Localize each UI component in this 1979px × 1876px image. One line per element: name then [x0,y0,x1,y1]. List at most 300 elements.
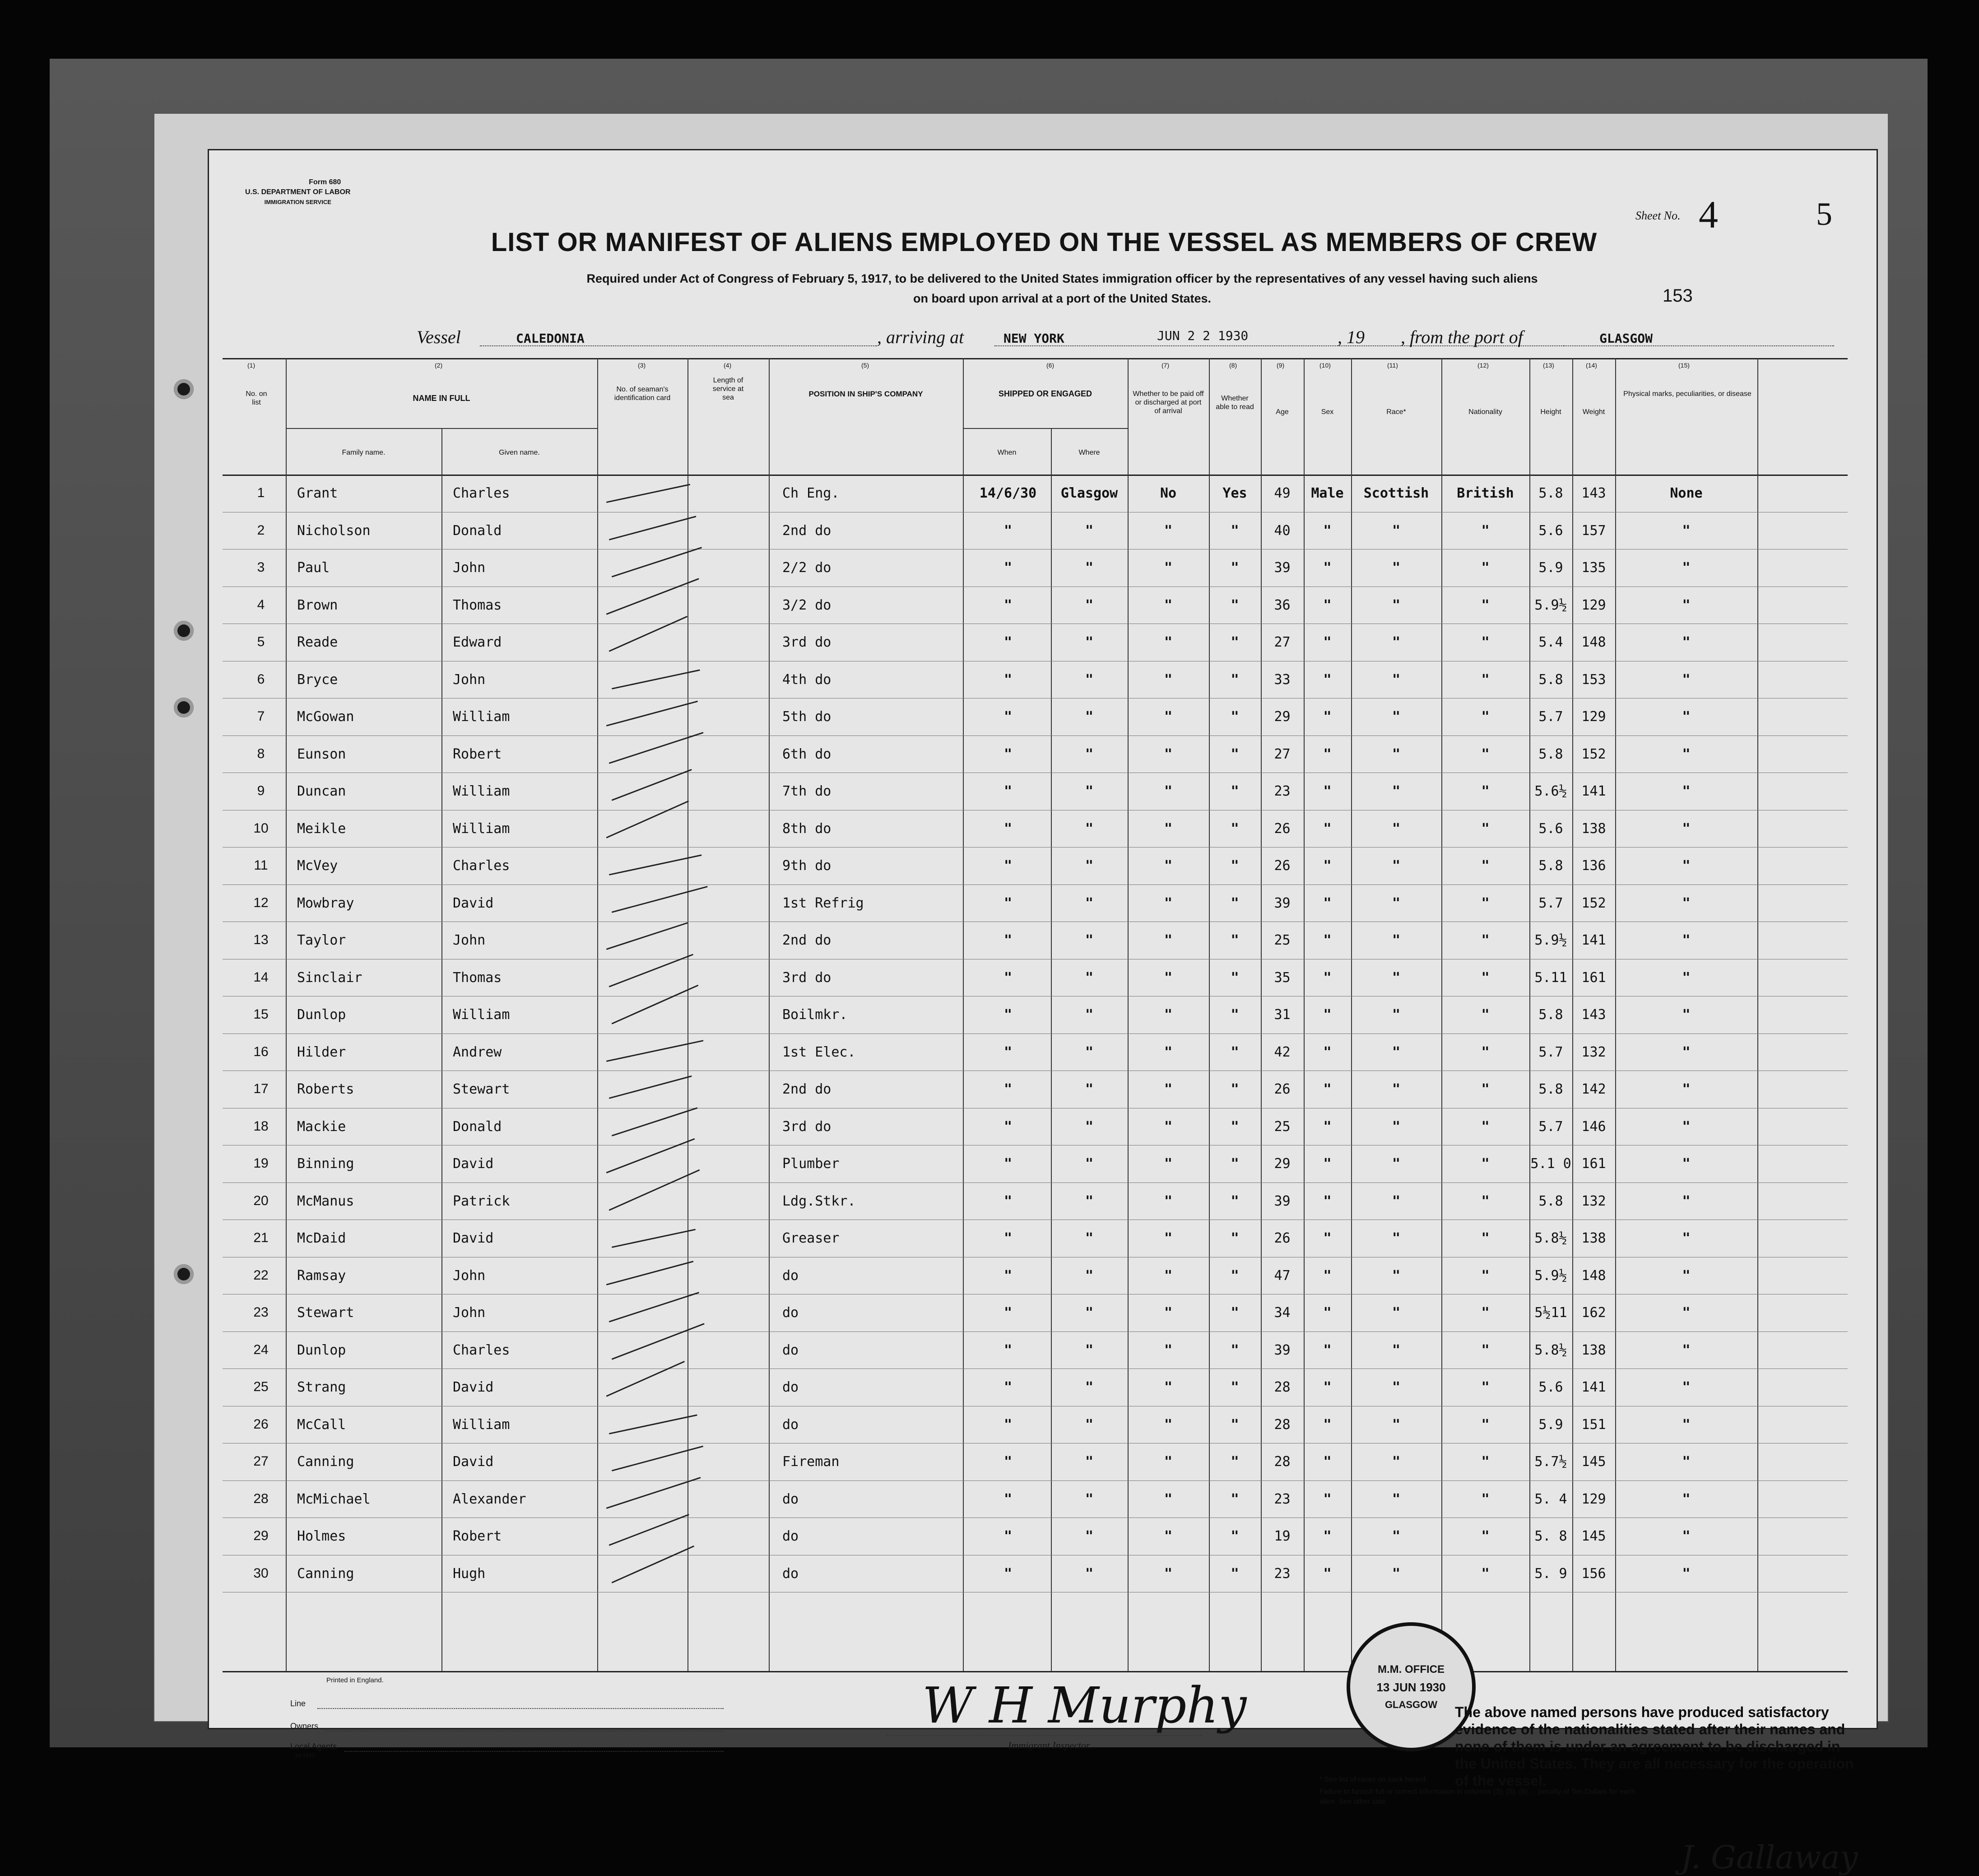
col-divider [1128,358,1129,1672]
weight: 141 [1581,932,1606,948]
family-name: Ramsay [297,1267,346,1284]
sex: " [1323,671,1332,688]
paid-off: " [1164,1491,1173,1507]
row-no: 28 [253,1491,269,1506]
binder-hole [174,621,194,641]
age: 29 [1274,709,1291,725]
height: 5.7 [1538,709,1563,725]
paid-off: " [1164,1230,1173,1246]
shipped-when: " [1003,1416,1013,1433]
row-no: 3 [257,560,265,575]
shipped-where: " [1085,820,1094,837]
physical-marks: " [1682,1156,1691,1172]
given-name: John [453,1305,486,1321]
col-divider [1757,358,1758,1672]
pen-check-mark [609,516,697,540]
sex: " [1323,1193,1332,1209]
header-seaman-card: No. of seaman's identification card [614,386,671,402]
age: 26 [1274,858,1291,874]
race: " [1392,671,1401,688]
shipped-when: " [1003,1007,1013,1023]
position: 2nd do [782,522,832,539]
age: 23 [1274,783,1291,799]
row-no: 4 [257,597,265,612]
row-no: 6 [257,671,265,687]
height: 5. 8 [1534,1528,1567,1544]
header-age: Age [1276,408,1289,416]
shipped-when: " [1003,1230,1013,1246]
nationality: " [1481,1379,1490,1395]
able-to-read: " [1231,969,1239,986]
sex: " [1323,820,1332,837]
position: 6th do [782,746,832,762]
shipped-where: " [1085,1342,1094,1358]
race: " [1392,1454,1401,1470]
weight: 146 [1581,1118,1606,1135]
arrival-date-stamp: JUN 2 2 1930 [1157,328,1249,343]
paid-off: " [1164,1156,1173,1172]
height: 5.6½ [1534,783,1567,799]
family-name: McDaid [297,1230,346,1246]
paid-off: No [1160,485,1177,501]
paid-off: " [1164,1044,1173,1060]
sex: " [1323,895,1332,911]
sex: " [1323,1044,1332,1060]
height: 5.6 [1538,1379,1563,1395]
shipped-when: " [1003,1156,1013,1172]
pen-check-mark [612,1107,698,1136]
footnote-penalty: Failure to furnish full or correct information in columns (3), (5), (6) ... penalty of Ten Dollars for each alien. See other side. [1319,1788,1635,1806]
able-to-read: " [1231,1454,1239,1470]
height: 5.9 [1538,560,1563,576]
race: " [1392,932,1401,948]
shipped-where: " [1085,1230,1094,1246]
nationality: " [1481,932,1490,948]
physical-marks: " [1682,1305,1691,1321]
family-name: Meikle [297,820,346,837]
height: 5.8½ [1534,1230,1567,1246]
sex: " [1323,858,1332,874]
header-bottom-border [223,475,1848,476]
race: " [1392,1044,1401,1060]
nationality: " [1481,1416,1490,1433]
able-to-read: " [1231,1416,1239,1433]
colnum-3: (3) [638,362,646,369]
position: do [782,1491,799,1507]
weight: 156 [1581,1565,1606,1582]
age: 31 [1274,1007,1291,1023]
weight: 145 [1581,1454,1606,1470]
race: Scottish [1363,485,1429,501]
shipped-where: Glasgow [1060,485,1118,501]
sex: " [1323,709,1332,725]
height: 5.8 [1538,1193,1563,1209]
family-name: Dunlop [297,1342,346,1358]
pen-check-mark [606,1040,704,1062]
sex: Male [1311,485,1344,501]
given-name: David [453,1454,494,1470]
colnum-11: (11) [1387,362,1398,369]
header-able-read: Whether able to read [1216,395,1254,411]
shipped-where: " [1085,522,1094,539]
able-to-read: " [1231,1193,1239,1209]
header-family-name: Family name. [342,449,386,456]
paid-off: " [1164,1416,1173,1433]
age: 39 [1274,1342,1291,1358]
certification-note: The above named persons have produced satisfactory evidence of the nationalities stated after their names and none of them is under an agreement to be discharged in the United States. They are all necessary for the operation of the vessel. [1455,1704,1854,1789]
given-name: Robert [453,746,502,762]
able-to-read: " [1231,1565,1239,1582]
shipped-when: " [1003,746,1013,762]
family-name: Strang [297,1379,346,1395]
family-name: McManus [297,1193,354,1209]
paid-off: " [1164,1305,1173,1321]
paid-off: " [1164,1454,1173,1470]
able-to-read: " [1231,597,1239,613]
height: 5.8 [1538,1081,1563,1097]
position: 2nd do [782,1081,832,1097]
nationality: " [1481,1044,1490,1060]
col-divider [286,358,287,1672]
physical-marks: " [1682,1528,1691,1544]
shipped-where: " [1085,1007,1094,1023]
nationality: " [1481,560,1490,576]
shipped-when: " [1003,634,1013,650]
height: 5.8½ [1534,1342,1567,1358]
position: 9th do [782,858,832,874]
given-name: Stewart [453,1081,510,1097]
family-name: Brown [297,597,338,613]
able-to-read: " [1231,1044,1239,1060]
age: 23 [1274,1565,1291,1582]
age: 39 [1274,895,1291,911]
given-name: Charles [453,1342,510,1358]
physical-marks: " [1682,858,1691,874]
owners-dotline [326,1731,724,1732]
physical-marks: " [1682,1230,1691,1246]
colnum-7: (7) [1161,362,1170,369]
age: 33 [1274,671,1291,688]
nationality: " [1481,1565,1490,1582]
shipped-when: " [1003,1081,1013,1097]
sex: " [1323,1156,1332,1172]
shipped-where: " [1085,597,1094,613]
able-to-read: " [1231,1081,1239,1097]
height: 5.8 [1538,746,1563,762]
age: 26 [1274,820,1291,837]
colnum-8: (8) [1229,362,1237,369]
department: U.S. DEPARTMENT OF LABOR [245,188,351,196]
header-weight: Weight [1582,408,1605,416]
position: Fireman [782,1454,840,1470]
shipped-where: " [1085,671,1094,688]
age: 27 [1274,746,1291,762]
weight: 138 [1581,820,1606,837]
shipped-when: " [1003,1491,1013,1507]
header-when: When [997,449,1017,456]
pen-check-mark [609,732,704,764]
physical-marks: " [1682,1267,1691,1284]
height: 5.9½ [1534,597,1567,613]
crew-table [223,358,1848,1672]
shipped-when: 14/6/30 [979,485,1037,501]
race: " [1392,783,1401,799]
pen-check-mark [606,800,689,838]
age: 47 [1274,1267,1291,1284]
pen-check-mark [609,616,688,652]
sex: " [1323,783,1332,799]
from-port: GLASGOW [1599,331,1653,346]
agents-dotline [344,1751,724,1752]
sheet-number: 4 [1699,193,1718,236]
age: 27 [1274,634,1291,650]
row-no: 22 [253,1267,269,1283]
row-no: 23 [253,1305,269,1320]
paid-off: " [1164,1379,1173,1395]
weight: 153 [1581,671,1606,688]
col-divider [1209,358,1210,1672]
able-to-read: " [1231,709,1239,725]
paid-off: " [1164,709,1173,725]
weight: 141 [1581,1379,1606,1395]
pen-check-mark [612,1229,696,1248]
position: do [782,1565,799,1582]
given-name: David [453,895,494,911]
pen-check-mark [612,669,700,689]
nationality: " [1481,858,1490,874]
race: " [1392,1230,1401,1246]
pen-check-mark [606,701,698,726]
race: " [1392,1081,1401,1097]
given-name: Patrick [453,1193,510,1209]
paid-off: " [1164,1193,1173,1209]
physical-marks: " [1682,783,1691,799]
subtitle-line-2: on board upon arrival at a port of the United States. [913,292,1212,305]
service: IMMIGRATION SERVICE [264,199,331,205]
owners-label: Owners [290,1722,319,1731]
row-no: 13 [253,932,269,947]
weight: 161 [1581,1156,1606,1172]
physical-marks: " [1682,1379,1691,1395]
sex: " [1323,932,1332,948]
nationality: " [1481,820,1490,837]
sex: " [1323,560,1332,576]
stamp-top: M.M. OFFICE [1378,1663,1445,1676]
position: 3rd do [782,634,832,650]
shipped-where: " [1085,1528,1094,1544]
given-name: John [453,1267,486,1284]
physical-marks: " [1682,1081,1691,1097]
col-divider [769,358,770,1672]
header-nationality: Nationality [1468,408,1502,416]
form-number: Form 680 [309,178,341,186]
shipped-where: " [1085,858,1094,874]
row-no: 26 [253,1416,269,1432]
row-no: 24 [253,1342,269,1357]
age: 28 [1274,1454,1291,1470]
given-name: Edward [453,634,502,650]
position: do [782,1305,799,1321]
shipped-where: " [1085,709,1094,725]
weight: 132 [1581,1193,1606,1209]
paid-off: " [1164,1528,1173,1544]
family-name: Bryce [297,671,338,688]
age: 34 [1274,1305,1291,1321]
sex: " [1323,1230,1332,1246]
row-no: 14 [253,969,269,985]
race: " [1392,1342,1401,1358]
table-bottom-border [223,1671,1848,1672]
paid-off: " [1164,969,1173,986]
sex: " [1323,969,1332,986]
printed-note: Printed in England. [326,1676,384,1684]
sex: " [1323,1342,1332,1358]
race: " [1392,1528,1401,1544]
height: 5.9½ [1534,932,1567,948]
colnum-10: (10) [1319,362,1331,369]
colnum-6: (6) [1046,362,1055,369]
shipped-when: " [1003,560,1013,576]
header-name-in-full: NAME IN FULL [413,394,470,403]
family-name: Mackie [297,1118,346,1135]
physical-marks: " [1682,1007,1691,1023]
shipped-when: " [1003,1342,1013,1358]
paid-off: " [1164,858,1173,874]
physical-marks: " [1682,1565,1691,1582]
physical-marks: " [1682,969,1691,986]
position: 2/2 do [782,560,832,576]
nationality: " [1481,1342,1490,1358]
height: 5.8 [1538,1007,1563,1023]
weight: 129 [1581,709,1606,725]
weight: 148 [1581,1267,1606,1284]
weight: 129 [1581,597,1606,613]
physical-marks: " [1682,1193,1691,1209]
row-no: 12 [253,895,269,910]
paid-off: " [1164,671,1173,688]
local-agents-label: Local Agents [290,1742,337,1751]
given-name: William [453,820,510,837]
position: do [782,1379,799,1395]
nationality: " [1481,1193,1490,1209]
height: 5. 9 [1534,1565,1567,1582]
nationality: " [1481,1156,1490,1172]
shipped-where: " [1085,1305,1094,1321]
nationality: British [1457,485,1514,501]
family-name: Duncan [297,783,346,799]
race: " [1392,1156,1401,1172]
nationality: " [1481,1118,1490,1135]
shipped-where: " [1085,560,1094,576]
line-dotline [317,1708,724,1709]
position: Ch Eng. [782,485,840,501]
paid-off: " [1164,560,1173,576]
nationality: " [1481,1528,1490,1544]
given-name: John [453,932,486,948]
row-no: 19 [253,1156,269,1171]
weight: 162 [1581,1305,1606,1321]
able-to-read: " [1231,783,1239,799]
paid-off: " [1164,932,1173,948]
pen-check-mark [611,769,692,801]
height: 5.9 [1538,1416,1563,1433]
weight: 143 [1581,485,1606,501]
weight: 135 [1581,560,1606,576]
paid-off: " [1164,895,1173,911]
from-port-label: , from the port of [1401,327,1523,347]
inspector-signature: W H Murphy [922,1676,1247,1734]
paid-off: " [1164,597,1173,613]
weight: 145 [1581,1528,1606,1544]
pen-check-mark [606,1138,695,1173]
able-to-read: " [1231,671,1239,688]
colnum-4: (4) [724,362,732,369]
height: 5.11 [1534,969,1567,986]
family-name: Mowbray [297,895,354,911]
col-divider [1051,428,1052,1672]
shipped-where: " [1085,1081,1094,1097]
given-name: Thomas [453,969,502,986]
shipped-when: " [1003,1528,1013,1544]
given-name: John [453,671,486,688]
footnote-races: * See list of races on back hereof. [1319,1776,1428,1783]
physical-marks: " [1682,1044,1691,1060]
colnum-13: (13) [1543,362,1554,369]
nationality: " [1481,746,1490,762]
nationality: " [1481,709,1490,725]
able-to-read: " [1231,895,1239,911]
nationality: " [1481,1454,1490,1470]
position: 2nd do [782,932,832,948]
given-name: William [453,783,510,799]
nationality: " [1481,895,1490,911]
paid-off: " [1164,522,1173,539]
form-info [245,177,350,207]
race: " [1392,1193,1401,1209]
row-no: 20 [253,1193,269,1208]
race: " [1392,1267,1401,1284]
position: Ldg.Stkr. [782,1193,856,1209]
pen-check-mark [609,1169,700,1210]
height: 5. 4 [1534,1491,1567,1507]
row-rule [223,1331,1848,1332]
header-physical: Physical marks, peculiarities, or disease [1623,390,1751,398]
position: 8th do [782,820,832,837]
able-to-read: " [1231,522,1239,539]
physical-marks: " [1682,709,1691,725]
row-no: 7 [257,709,265,724]
weight: 143 [1581,1007,1606,1023]
age: 36 [1274,597,1291,613]
nationality: " [1481,1230,1490,1246]
nationality: " [1481,1267,1490,1284]
physical-marks: " [1682,560,1691,576]
given-name: Charles [453,858,510,874]
age: 39 [1274,560,1291,576]
given-name: John [453,560,486,576]
physical-marks: " [1682,671,1691,688]
row-no: 16 [253,1044,269,1059]
header-no-on-list: No. on list [246,390,267,406]
col-divider [441,428,442,1672]
weight: 152 [1581,746,1606,762]
age: 49 [1274,485,1291,501]
row-no: 18 [253,1118,269,1134]
header-given-name: Given name. [499,449,540,456]
physical-marks: " [1682,746,1691,762]
able-to-read: " [1231,634,1239,650]
colnum-9: (9) [1277,362,1285,369]
